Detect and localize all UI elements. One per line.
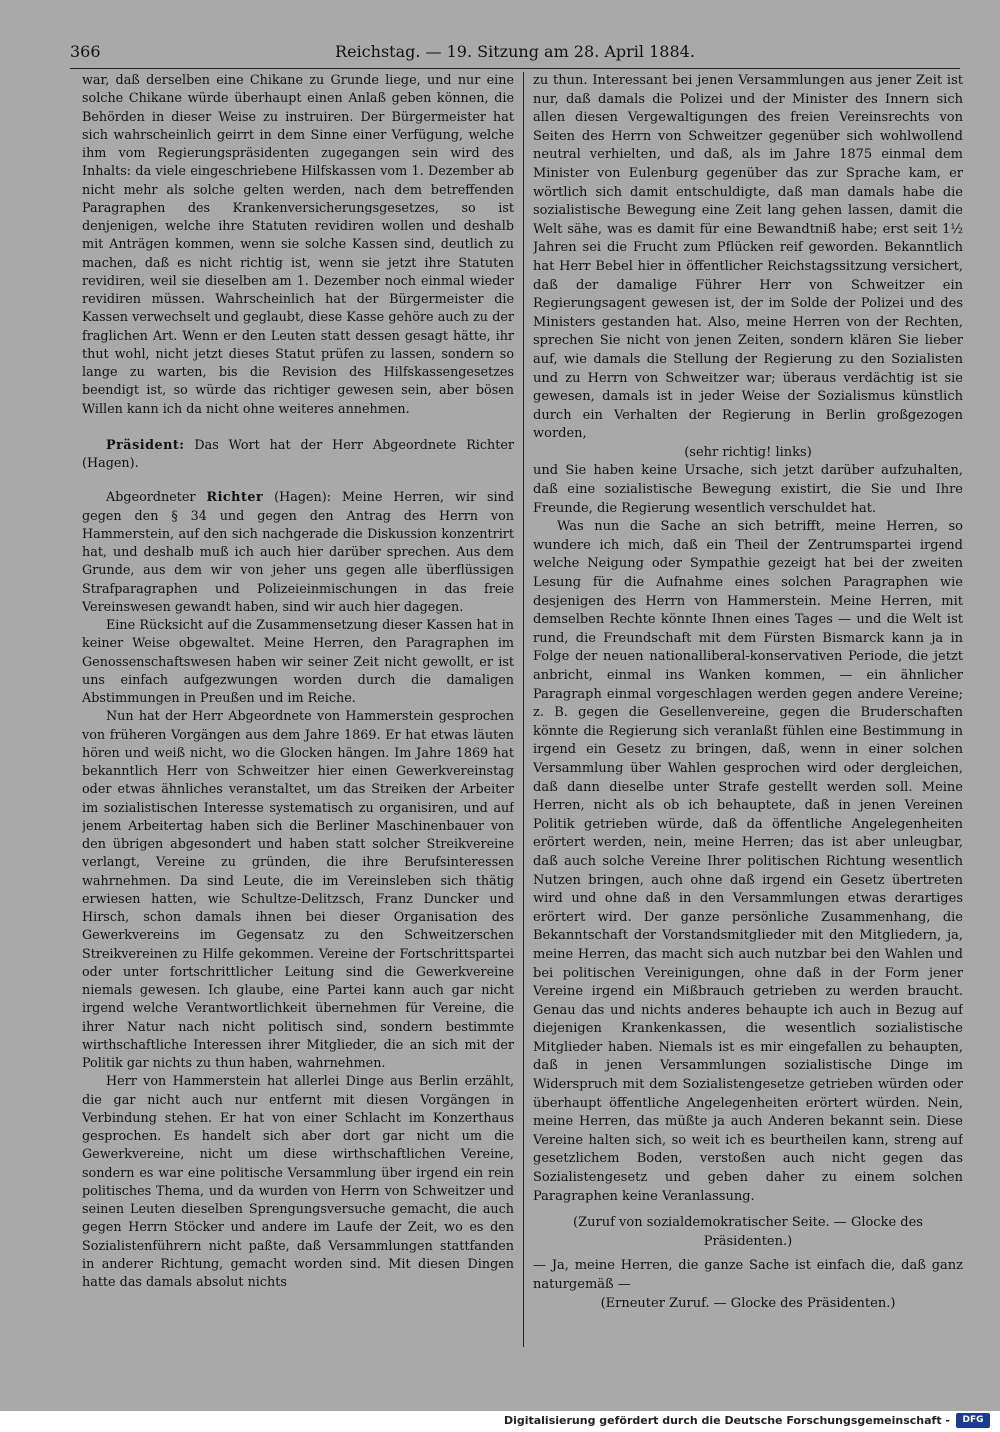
interjection: (Zuruf von sozialdemokratischer Seite. — Glocke des Präsidenten.) [573,1215,923,1249]
dfg-logo: DFG [956,1413,990,1428]
right-column [533,72,963,1347]
paragraph: — Ja, meine Herren, die ganze Sache ist einfach die, daß ganz naturgemäß — [533,1258,963,1292]
interjection: (sehr richtig! links) [684,444,812,460]
speaker-intro: Abgeordneter [106,490,196,506]
page-number: 366 [70,42,101,61]
left-column [82,72,514,1347]
speaker-label: Präsident: [106,437,185,453]
remark-text: Das Wort hat der Herr Abgeordnete Richter (Hagen). [82,437,514,471]
speech-text: (Hagen): Meine Herren, wir sind gegen den § 34 und gegen den Antrag des Herrn von Hammerstein, auf den sich nachgerade die Diskussion konzentrirt hat, und deshalb muß ich auch hier darüber sprechen. Aus dem Grunde, aus dem wir von jeher uns gegen alle überflüssigen Strafparagraphen und Polizeieinmischungen in das freie Vereinswesen gewandt haben, sind wir auch hier dagegen. [82,490,514,615]
header-rule [70,68,960,69]
funding-credit: Digitalisierung gefördert durch die Deutsche Forschungsgemeinschaft - [503,1414,950,1427]
paragraph: und Sie haben keine Ursache, sich jetzt darüber aufzuhalten, daß eine sozialistische Bewegung existirt, die Sie und Ihre Freunde, die Regierung wesentlich verschuldet hat. [533,463,963,516]
running-title: Reichstag. — 19. Sitzung am 28. April 1884. [335,42,695,61]
paragraph: war, daß derselben eine Chikane zu Grunde liege, und nur eine solche Chikane würde überhaupt einen Anlaß geben können, die Behörden in dieser Weise zu instruiren. Der Bürgermeister hat sich wahrscheinlich geirrt in dem Sinne einer Verfügung, welche ihm vom Regierungspräsidenten zugegangen sein wird des Inhalts: da viele eingeschriebene Hilfskassen vom 1. Dezember ab nicht mehr als solche gelten werden, nach dem betreffenden Paragraphen des Krankenversicherungsgesetzes, so ist denjenigen, welche ihre Statuten revidiren wollen und deshalb mit Anträgen kommen, wenn sie solche Kassen sind, deutlich zu machen, daß es nicht richtig ist, wenn sie jetzt ihre Statuten revidiren, weil sie dieselben am 1. Dezember noch einmal wieder revidiren müssen. Wahrscheinlich hat der Bürgermeister die Kassen verwechselt und geglaubt, diese Kasse gehöre auch zu der fraglichen Art. Wenn er den Leuten statt dessen gesagt hätte, ihr thut wohl, nicht jetzt dieses Statut prüfen zu lassen, sondern so lange zu warten, bis die Revision des Hilfskassengesetzes beendigt ist, so würde das richtiger gewesen sein, aber bösen Willen kann ich da nicht ohne weiteres annehmen. [82,73,514,417]
speech-opening [82,489,514,617]
paragraph: Eine Rücksicht auf die Zusammensetzung dieser Kassen hat in keiner Weise obgewaltet. Meine Herren, den Paragraphen im Genossenschaftswesen haben wir seiner Zeit nicht gewollt, er ist uns einfach aufgezwungen worden durch die damaligen Abstimmungen in Preußen und im Reiche. [82,618,514,706]
speaker-name: Richter [206,490,264,506]
column-divider [523,72,524,1347]
paragraph: Was nun die Sache an sich betrifft, meine Herren, so wundere ich mich, daß ein Theil der Zentrumspartei irgend welche Neigung oder Sympathie gezeigt hat bei der zweiten Lesung für die Aufnahme eines solchen Paragraphen wie desjenigen des Herrn von Hammerstein. Meine Herren, mit demselben Rechte könnte Ihnen eines Tages — und die Welt ist rund, die Freundschaft mit dem Fürsten Bismarck kann ja in Folge der neuen nationalliberal-konservativen Periode, die jetzt anbricht, einmal ins Wanken kommen, — ein ähnlicher Paragraph einmal vorgeschlagen werden gegen andere Vereine; z. B. gegen die Gesellenvereine, gegen die Bruderschaften könnte die Regierung sich veranlaßt fühlen eine Bestimmung in irgend ein Gesetz zu bringen, daß, wenn in einer solchen Versammlung über Wahlen gesprochen wird oder dergleichen, daß dann dieselbe unter Strafe gestellt werden soll. Meine Herren, nicht als ob ich behauptete, daß in jenen Vereinen Politik getrieben würde, daß da öffentliche Angelegenheiten erörtert werden, nein, meine Herren; das ist aber unleugbar, daß auch solche Vereine Ihrer politischen Richtung wesentlich Nutzen bringen, auch ohne daß irgend ein Gesetz übertreten wird und ohne daß in den Versammlungen etwas derartiges erörtert wird. Der ganze persönliche Zusammenhang, die Bekanntschaft der Vorstandsmitglieder mit den Mitgliedern, ja, meine Herren, das macht sich auch nutzbar bei den Wahlen und bei politischen Vereinigungen, ohne daß in der Form jener Vereine irgend ein Mißbrauch getrieben zu werden braucht. Genau das und nichts anderes behaupte ich auch in Bezug auf diejenigen Krankenkassen, die wesentlich sozialistische Mitglieder haben. Niemals ist es mir eingefallen zu behaupten, daß in jenen Versammlungen sozialistische Dinge im Widerspruch mit dem Sozialistengesetze getrieben würden oder überhaupt öffentliche Angelegenheiten erörtert würden. Nein, meine Herren, das müßte ja auch Anderen bekannt sein. Diese Vereine halten sich, so weit ich es beurtheilen kann, streng auf gesetzlichem Boden, verstoßen auch nicht gegen das Sozialistengesetz und geben daher zu einem solchen Paragraphen keine Veranlassung. [533,519,963,1204]
president-remark [82,437,514,474]
interjection: (Erneuter Zuruf. — Glocke des Präsidenten.) [600,1295,896,1311]
paragraph: Nun hat der Herr Abgeordnete von Hammerstein gesprochen von früheren Vorgängen aus dem Jahre 1869. Er hat etwas läuten hören und weiß nicht, wo die Glocken hängen. Im Jahre 1869 hat bekanntlich Herr von Schweitzer hier einen Gewerkvereinstag oder etwas ähnliches veranstaltet, um das Streiken der Arbeiter im sozialistischen Interesse systematisch zu organisiren, und auf jenem Arbeitertag haben sich die Berliner Maschinenbauer von den übrigen abgesondert und haben statt solcher Streikvereine verlangt, Vereine zu gründen, die ihre Berufsinteressen wahrnehmen. Da sind Leute, die im Vereinsleben sich thätig erwiesen hatten, wie Schultze-Delitzsch, Franz Duncker und Hirsch, schon damals ihnen bei dieser Organisation des Gewerkvereins im Gegensatz zu den Schweitzerschen Streikvereinen zu Hilfe gekommen. Vereine der Fortschrittspartei oder unter fortschrittlicher Leitung sind die Gewerkvereine niemals gewesen. Ich glaube, eine Partei kann auch gar nicht irgend welche Verantwortlichkeit übernehmen für Vereine, die ihrer Natur nach nicht politisch sind, sondern bestimmte wirthschaftliche Interessen ihrer Mitglieder, die an sich mit der Politik gar nichts zu thun haben, wahrnehmen. [82,709,514,1071]
footer-bar [0,1411,1000,1432]
paragraph: Herr von Hammerstein hat allerlei Dinge aus Berlin erzählt, die gar nicht auch nur entfernt mit diesen Vorgängen in Verbindung stehen. Er hat von einer Schlacht im Konzerthaus gesprochen. Es handelt sich aber dort gar nicht um die Gewerkvereine, nicht um diese wirthschaftlichen Vereine, sondern es war eine politische Versammlung über irgend ein rein politisches Thema, und da wurden von Herrn von Schweitzer und seinen Leuten dieselben Sprengungsversuche gemacht, die auch gegen Herrn Stöcker und andere im Laufe der Zeit, wo es den Sozialistenführern nicht paßte, daß Versammlungen stattfanden in anderer Richtung, gemacht worden sind. Mit diesen Dingen hatte das damals absolut nichts [82,1074,514,1290]
page-header [70,40,960,64]
paragraph: zu thun. Interessant bei jenen Versammlungen aus jener Zeit ist nur, daß damals die Polizei und der Minister des Innern sich allen diesen Vergewaltigungen des freien Vereinsrechts von Seiten des Herrn von Schweitzer gegenüber sich wohlwollend neutral verhielten, und daß, als im Jahre 1875 einmal dem Minister von Eulenburg gegenüber das zur Sprache kam, er wörtlich sich damit entschuldigte, daß man damals habe die sozialistische Bewegung eine Zeit lang gehen lassen, damit die Welt sähe, was es damit für eine Bewandtniß habe; erst seit 1½ Jahren sei die Frucht zum Pflücken reif geworden. Bekanntlich hat Herr Bebel hier in öffentlicher Reichstagssitzung versichert, daß der damalige Führer Herr von Schweitzer ein Regierungsagent gewesen ist, der im Solde der Polizei und des Ministers gestanden hat. Also, meine Herren von der Rechten, sprechen Sie nicht von jenen Zeiten, sondern klären Sie lieber auf, wie damals die Stellung der Regierung zu den Sozialisten und zu Herrn von Schweitzer war; überaus verdächtig ist sie gewesen, damals ist in jeder Weise der Sozialismus künstlich durch ein Verhalten der Regierung in Berlin großgezogen worden, [533,73,963,442]
